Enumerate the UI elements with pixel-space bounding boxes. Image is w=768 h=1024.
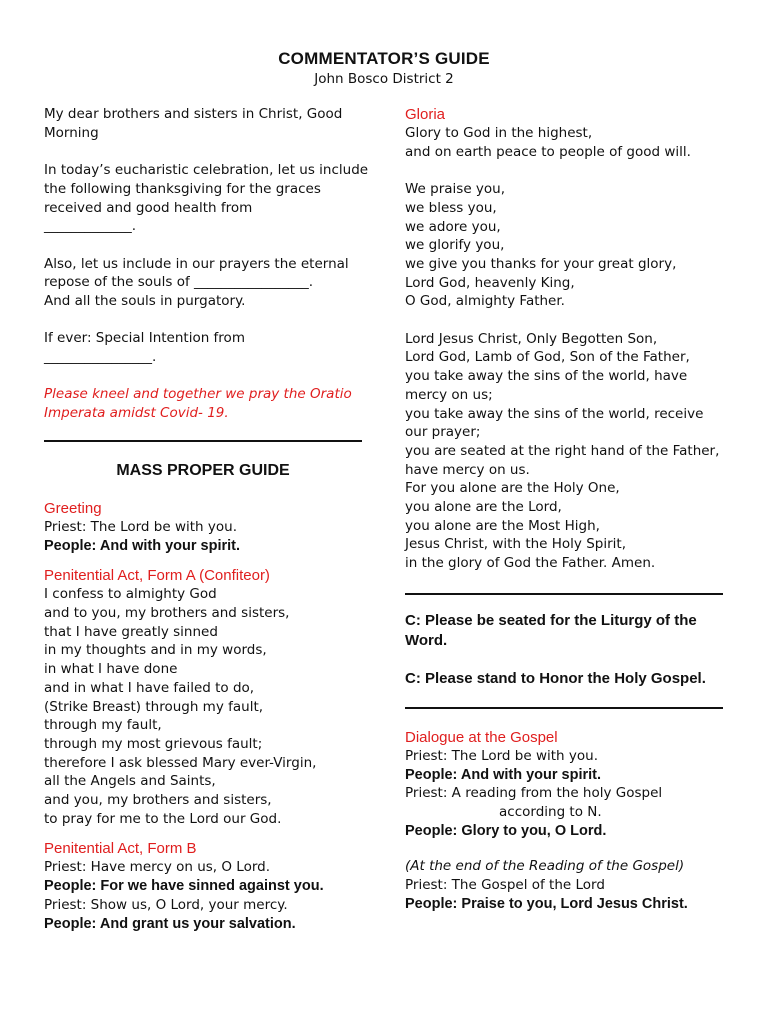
oratio-instruction: Please kneel and together we pray the Oratio (44, 386, 352, 403)
mass-guide-title: MASS PROPER GUIDE (116, 461, 290, 479)
gloria-line: you alone are the Most High, (405, 517, 600, 534)
gloria-line: Jesus Christ, with the Holy Spirit, (405, 536, 626, 553)
gloria-line: have mercy on us. (405, 461, 530, 478)
priest-line: Priest: The Lord be with you. (405, 747, 598, 764)
document-title: COMMENTATOR’S GUIDE (278, 49, 490, 68)
gloria-line: Lord God, Lamb of God, Son of the Father, (405, 349, 690, 366)
gloria-line: we give you thanks for your great glory, (405, 255, 677, 272)
confiteor-line: in what I have done (44, 661, 178, 678)
gloria-heading: Gloria (405, 106, 446, 123)
people-response: People: Glory to you, O Lord. (405, 822, 607, 839)
people-response: People: For we have sinned against you. (44, 878, 324, 895)
gloria-line: you are seated at the right hand of the Father, (405, 442, 720, 459)
gloria-line: Lord God, heavenly King, (405, 274, 575, 291)
gospel-end-note: (At the end of the Reading of the Gospel) (405, 858, 685, 875)
gloria-line: Glory to God in the highest, (405, 125, 593, 141)
oratio-instruction: Imperata amidst Covid- 19. (44, 405, 229, 422)
gloria-line: For you alone are the Holy One, (405, 480, 620, 497)
penitential-form-a (44, 566, 370, 828)
intro-thanks-blank: _____________. (44, 218, 137, 235)
intro-greeting-line: Morning (44, 124, 99, 141)
priest-line: according to N. (499, 803, 602, 820)
gloria-line: you alone are the Lord, (405, 499, 562, 516)
priest-line: Priest: Show us, O Lord, your mercy. (44, 896, 288, 913)
intro-intention-blank: ________________. (44, 349, 157, 366)
gloria-line: We praise you, (405, 181, 506, 198)
intro-intention-line: If ever: Special Intention from (44, 330, 245, 347)
gloria-line: in the glory of God the Father. Amen. (405, 555, 656, 572)
gospel-dialogue-heading: Dialogue at the Gospel (405, 728, 558, 746)
gloria-line: Lord Jesus Christ, Only Begotten Son, (405, 330, 658, 347)
gloria-line: you take away the sins of the world, have (405, 368, 688, 385)
confiteor-line: therefore I ask blessed Mary ever-Virgin, (44, 754, 317, 771)
people-response: People: Praise to you, Lord Jesus Christ. (405, 895, 688, 912)
confiteor-line: all the Angels and Saints, (44, 773, 216, 790)
confiteor-line: through my fault, (44, 717, 162, 734)
intro-section (44, 105, 370, 423)
confiteor-line: and to you, my brothers and sisters, (44, 605, 290, 621)
priest-line: Priest: Have mercy on us, O Lord. (44, 859, 271, 876)
stand-command: C: Please stand to Honor the Holy Gospel. (405, 669, 706, 687)
seated-command: C: Please be seated for the Liturgy of the (405, 611, 697, 629)
commentator-commands (405, 611, 730, 689)
intro-prayer-line: And all the souls in purgatory. (44, 293, 246, 309)
gloria-line: our prayer; (405, 424, 481, 441)
form-a-heading: Penitential Act, Form A (Confiteor) (44, 567, 270, 585)
document-subtitle: John Bosco District 2 (314, 71, 454, 87)
gloria-line: we adore you, (405, 218, 501, 235)
greeting-heading: Greeting (44, 499, 102, 517)
intro-thanks-line: the following thanksgiving for the graces (44, 180, 321, 197)
confiteor-line: in my thoughts and in my words, (44, 642, 267, 659)
gospel-dialogue-section (405, 728, 730, 914)
priest-line: Priest: The Lord be with you. (44, 518, 237, 535)
confiteor-line: I confess to almighty God (44, 586, 217, 603)
penitential-form-b (44, 839, 370, 933)
gloria-line: mercy on us; (405, 386, 493, 403)
document-header (0, 48, 768, 88)
people-response: People: And grant us your salvation. (44, 915, 296, 932)
confiteor-line: to pray for me to the Lord our God. (44, 810, 282, 827)
greeting-section (44, 499, 370, 555)
intro-prayer-line: repose of the souls of _________________. (44, 274, 314, 291)
priest-line: Priest: The Gospel of the Lord (405, 877, 605, 894)
intro-prayer-line: Also, let us include in our prayers the eternal (44, 255, 349, 272)
confiteor-line: and you, my brothers and sisters, (44, 792, 272, 809)
right-column (405, 105, 730, 913)
gloria-line: and on earth peace to people of good will. (405, 143, 691, 160)
people-response: People: And with your spirit. (44, 537, 241, 554)
gloria-section (405, 105, 730, 573)
left-column (44, 105, 370, 933)
form-b-heading: Penitential Act, Form B (44, 840, 197, 858)
gloria-line: you take away the sins of the world, receive (405, 405, 704, 422)
gloria-line: we bless you, (405, 199, 497, 216)
priest-line: Priest: A reading from the holy Gospel (405, 785, 663, 802)
intro-thanks-line: In today’s eucharistic celebration, let us include (44, 162, 369, 179)
people-response: People: And with your spirit. (405, 766, 602, 783)
gloria-line: O God, almighty Father. (405, 293, 565, 310)
confiteor-line: through my most grievous fault; (44, 735, 263, 752)
confiteor-line: that I have greatly sinned (44, 623, 218, 640)
intro-thanks-line: received and good health from (44, 199, 253, 216)
seated-command: Word. (405, 631, 448, 649)
confiteor-line: (Strike Breast) through my fault, (44, 698, 264, 715)
confiteor-line: and in what I have failed to do, (44, 679, 255, 696)
gloria-line: we glorify you, (405, 237, 505, 254)
intro-greeting-line: My dear brothers and sisters in Christ, Good (44, 106, 343, 122)
